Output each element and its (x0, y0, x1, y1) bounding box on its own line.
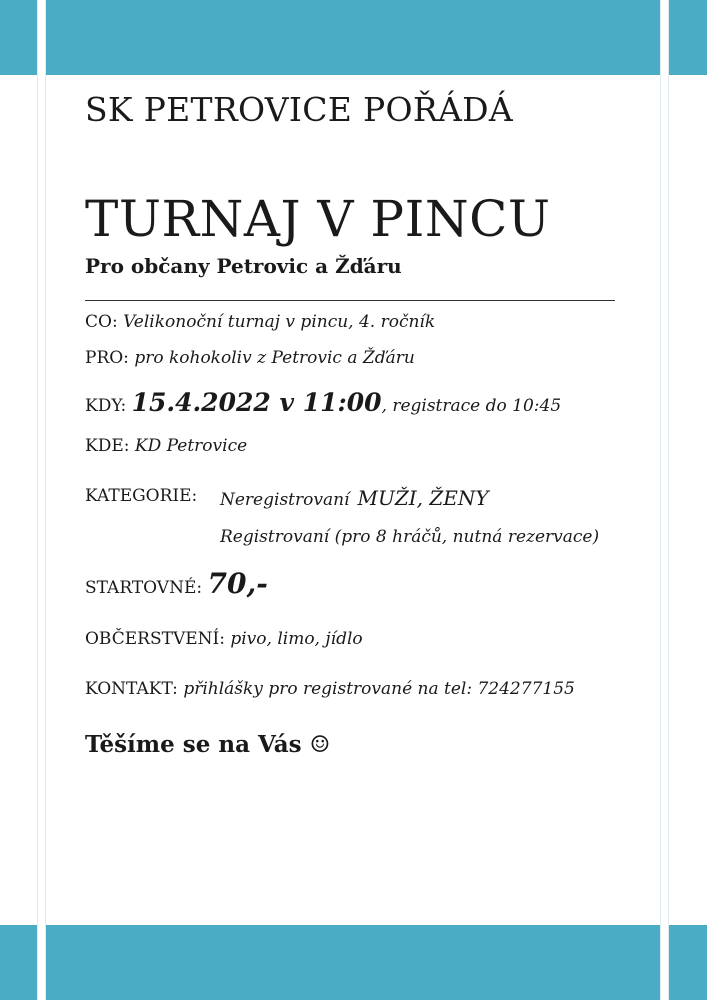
top-right-accent-block (669, 0, 707, 75)
unregistered-groups: MUŽI, ŽENY (357, 486, 489, 510)
row-when (85, 388, 561, 417)
contact-value: přihlášky pro registrované na tel: 724277155 (183, 679, 575, 699)
entry-fee-label: STARTOVNÉ: (85, 578, 203, 598)
when-datetime: 15.4.2022 v 11:00 (131, 388, 382, 417)
subtitle: Pro občany Petrovic a Žďáru (85, 254, 402, 278)
closing-line: Těšíme se na Vás ☺ (85, 731, 331, 758)
entry-fee-value: 70,- (207, 567, 268, 600)
top-accent-band (46, 0, 660, 75)
contact-label: KONTAKT: (85, 679, 178, 699)
for-whom-label: PRO: (85, 348, 129, 368)
organizer-heading: SK PETROVICE POŘÁDÁ (85, 90, 513, 129)
unregistered-label: Neregistrovaní (220, 490, 350, 510)
row-for-whom (85, 348, 415, 368)
where-label: KDE: (85, 436, 130, 456)
categories-registered: Registrovaní (pro 8 hráčů, nutná rezervace) (220, 527, 600, 547)
categories-unregistered (220, 486, 489, 510)
row-refreshments (85, 629, 363, 649)
row-categories (85, 486, 489, 510)
bottom-right-accent-block (669, 925, 707, 1000)
when-note: , registrace do 10:45 (381, 396, 562, 416)
bottom-accent-band (46, 925, 660, 1000)
when-label: KDY: (85, 396, 127, 416)
top-left-accent-block (0, 0, 37, 75)
row-contact (85, 679, 575, 699)
right-border-line (668, 0, 669, 1000)
row-where (85, 436, 247, 456)
for-whom-value: pro kohokoliv z Petrovic a Žďáru (134, 348, 415, 368)
right-border-line-inner (660, 0, 661, 1000)
refreshments-value: pivo, limo, jídlo (230, 629, 363, 649)
row-entry-fee (85, 567, 268, 600)
left-border-line (37, 0, 38, 1000)
what-value: Velikonoční turnaj v pincu, 4. ročník (123, 312, 436, 332)
page-title: TURNAJ V PINCU (85, 190, 551, 248)
divider (85, 300, 615, 301)
refreshments-label: OBČERSTVENÍ: (85, 629, 225, 649)
what-label: CO: (85, 312, 118, 332)
row-what (85, 312, 435, 332)
bottom-left-accent-block (0, 925, 37, 1000)
categories-label: KATEGORIE: (85, 486, 198, 506)
left-border-line-inner (45, 0, 46, 1000)
where-value: KD Petrovice (134, 436, 248, 456)
